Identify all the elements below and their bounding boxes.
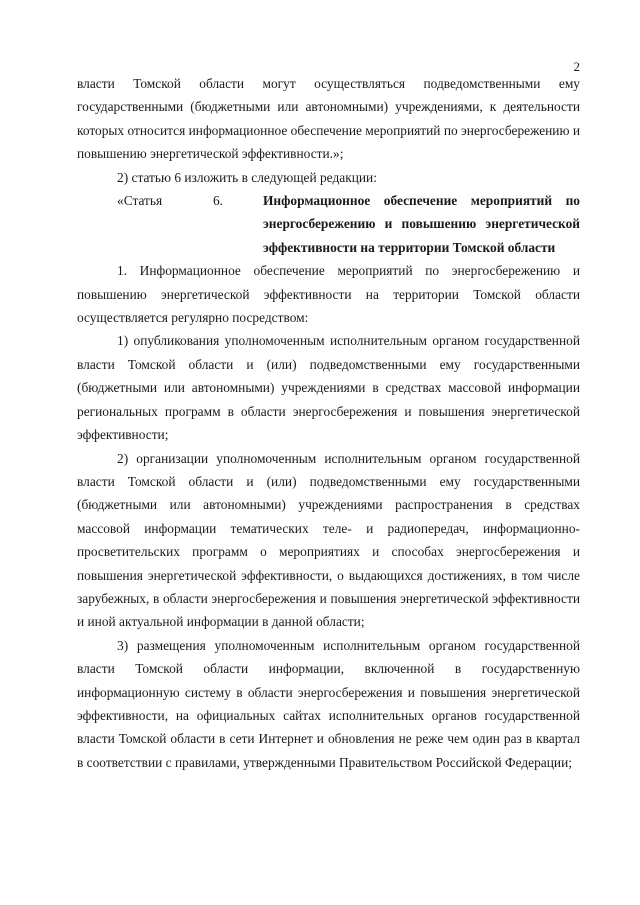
paragraph-amendment-intro: 2) статью 6 изложить в следующей редакции: xyxy=(117,169,377,185)
clause-1-intro: 1. Информационное обеспечение мероприятий по энергосбережению и повышению энергетической эффективности на территории Томской области осуществляется регулярно посредством: xyxy=(77,263,580,326)
page-number: 2 xyxy=(573,59,580,74)
document-body xyxy=(77,72,580,774)
article-label xyxy=(77,189,223,212)
paragraph-continuation: власти Томской области могут осуществляться подведомственными ему государственными (бюджетными или автономными) учреждениями, к деятельности которых относится информационное обеспечение мероприятий по энергосбережению и повышению энергетической эффективности.»; xyxy=(77,76,580,162)
list-item-2: 2) организации уполномоченным исполнительным органом государственной власти Томской области и (или) подведомственными ему государственными (бюджетными или автономными) учреждениями распространения в средствах массовой информации тематических теле- и радиопередач, информационно-просветительских программ о мероприятиях и способах энергосбережения и повышения энергетической эффективности, о выдающихся достижениях, в том числе зарубежных, в области энергосбережения и повышения энергетической эффективности и иной актуальной информации в данной области; xyxy=(77,450,580,630)
list-item-1: 1) опубликования уполномоченным исполнительным органом государственной власти Томской области и (или) подведомственными ему государственными (бюджетными или автономными) учреждениями в средствах массовой информации региональных программ в области энергосбережения и повышения энергетической эффективности; xyxy=(77,333,580,443)
article-word: «Статья xyxy=(117,193,163,209)
article-heading xyxy=(77,189,580,259)
list-item-3: 3) размещения уполномоченным исполнительным органом государственной власти Томской области информации, включенной в государственную информационную систему в области энергосбережения и повышения энергетической эффективности, на официальных сайтах исполнительных органов государственной власти Томской области в сети Интернет и обновления не реже чем один раз в квартал в соответствии с правилами, утвержденными Правительством Российской Федерации; xyxy=(77,637,580,770)
article-title: Информационное обеспечение мероприятий по энергосбережению и повышению энергетической эффективности на территории Томской области xyxy=(263,193,580,255)
article-number: 6. xyxy=(212,193,223,209)
